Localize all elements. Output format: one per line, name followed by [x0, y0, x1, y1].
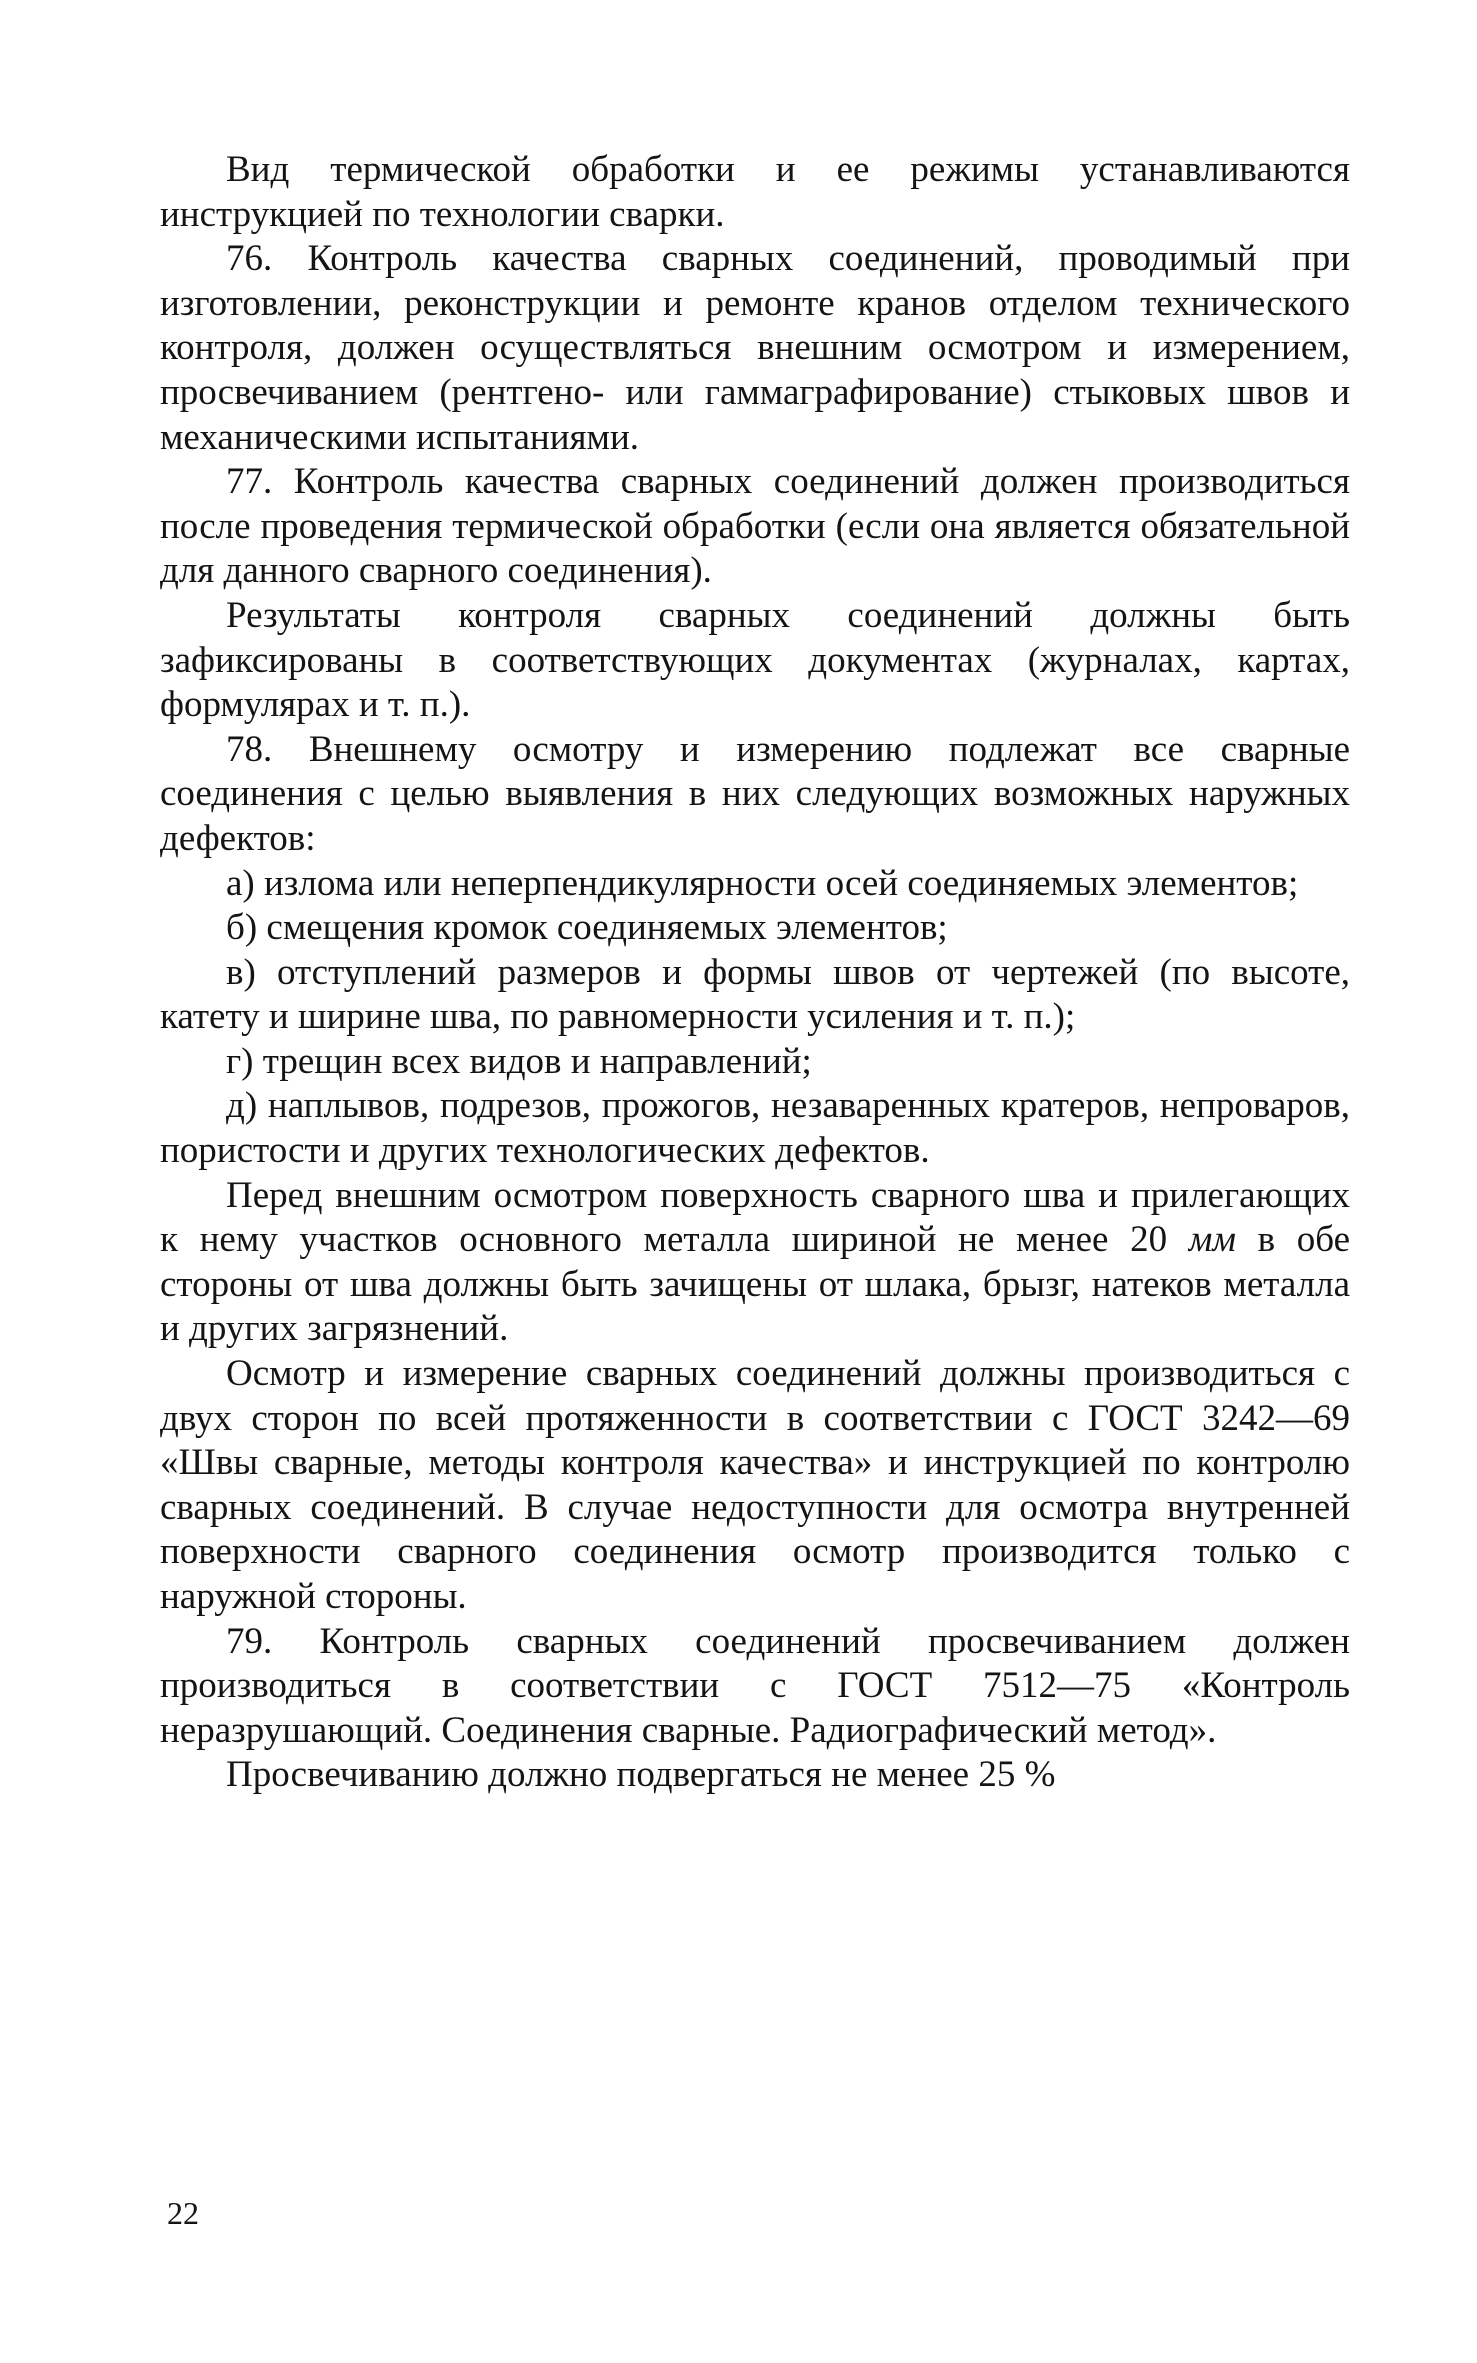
paragraph-78-cleaning [160, 1174, 1350, 1352]
unit-mm: мм [1188, 1219, 1236, 1261]
body-text [160, 148, 1350, 1798]
paragraph-77: 77. Контроль качества сварных соединений должен производиться после проведения термической обработки (если она является обязательной для данного сварного соединения). [160, 461, 1350, 592]
list-item-a: а) излома или неперпендикулярности осей соединяемых элементов; [226, 862, 1299, 904]
paragraph-78: 78. Внешнему осмотру и измерению подлежат все сварные соединения с целью выявления в них следующих возможных наружных дефектов: [160, 728, 1350, 859]
paragraph-78-inspection: Осмотр и измерение сварных соединений должны производиться с двух сторон по всей протяженности в соответствии с ГОСТ 3242—69 «Швы сварные, методы контроля качества» и инструкцией по контролю сварных соединений. В случае недоступности для осмотра внутренней поверхности сварного соединения осмотр производится только с наружной стороны. [160, 1353, 1350, 1617]
list-item-g: г) трещин всех видов и направлений; [226, 1040, 812, 1082]
paragraph-76: 76. Контроль качества сварных соединений, проводимый при изготовлении, реконструкции и ремонте кранов отделом технического контроля, должен осуществляться внешним осмотром и измерением, просвечиванием (рентгено- или гаммаграфирование) стыковых швов и механическими испытаниями. [160, 238, 1350, 458]
page-number: 22 [167, 2195, 199, 2231]
paragraph-79-radiography: Просвечиванию должно подвергаться не менее 25 % [226, 1754, 1056, 1796]
paragraph-77-results: Результаты контроля сварных соединений должны быть зафиксированы в соответствующих документах (журналах, картах, формулярах и т. п.). [160, 594, 1350, 726]
list-item-d: д) наплывов, подрезов, прожогов, незаваренных кратеров, непроваров, пористости и других технологических дефектов. [160, 1085, 1350, 1172]
cleaning-text-start: Перед внешним осмотром поверхность сварного шва и прилегающих к нему участков основного металла шириной не менее 20 [160, 1174, 1350, 1261]
list-item-b: б) смещения кромок соединяемых элементов; [226, 907, 948, 949]
paragraph-heat-treatment: Вид термической обработки и ее режимы устанавливаются инструкцией по технологии сварки. [160, 149, 1350, 235]
list-item-v: в) отступлений размеров и формы швов от чертежей (по высоте, катету и ширине шва, по равномерности усиления и т. п.); [160, 951, 1350, 1038]
paragraph-79: 79. Контроль сварных соединений просвечиванием должен производиться в соответствии с ГОСТ 7512—75 «Контроль неразрушающий. Соединения сварные. Радиографический метод». [160, 1620, 1350, 1751]
cleaning-text-end: в обе стороны от шва должны быть зачищены от шлака, брызг, натеков металла и других загрязнений. [160, 1219, 1350, 1350]
